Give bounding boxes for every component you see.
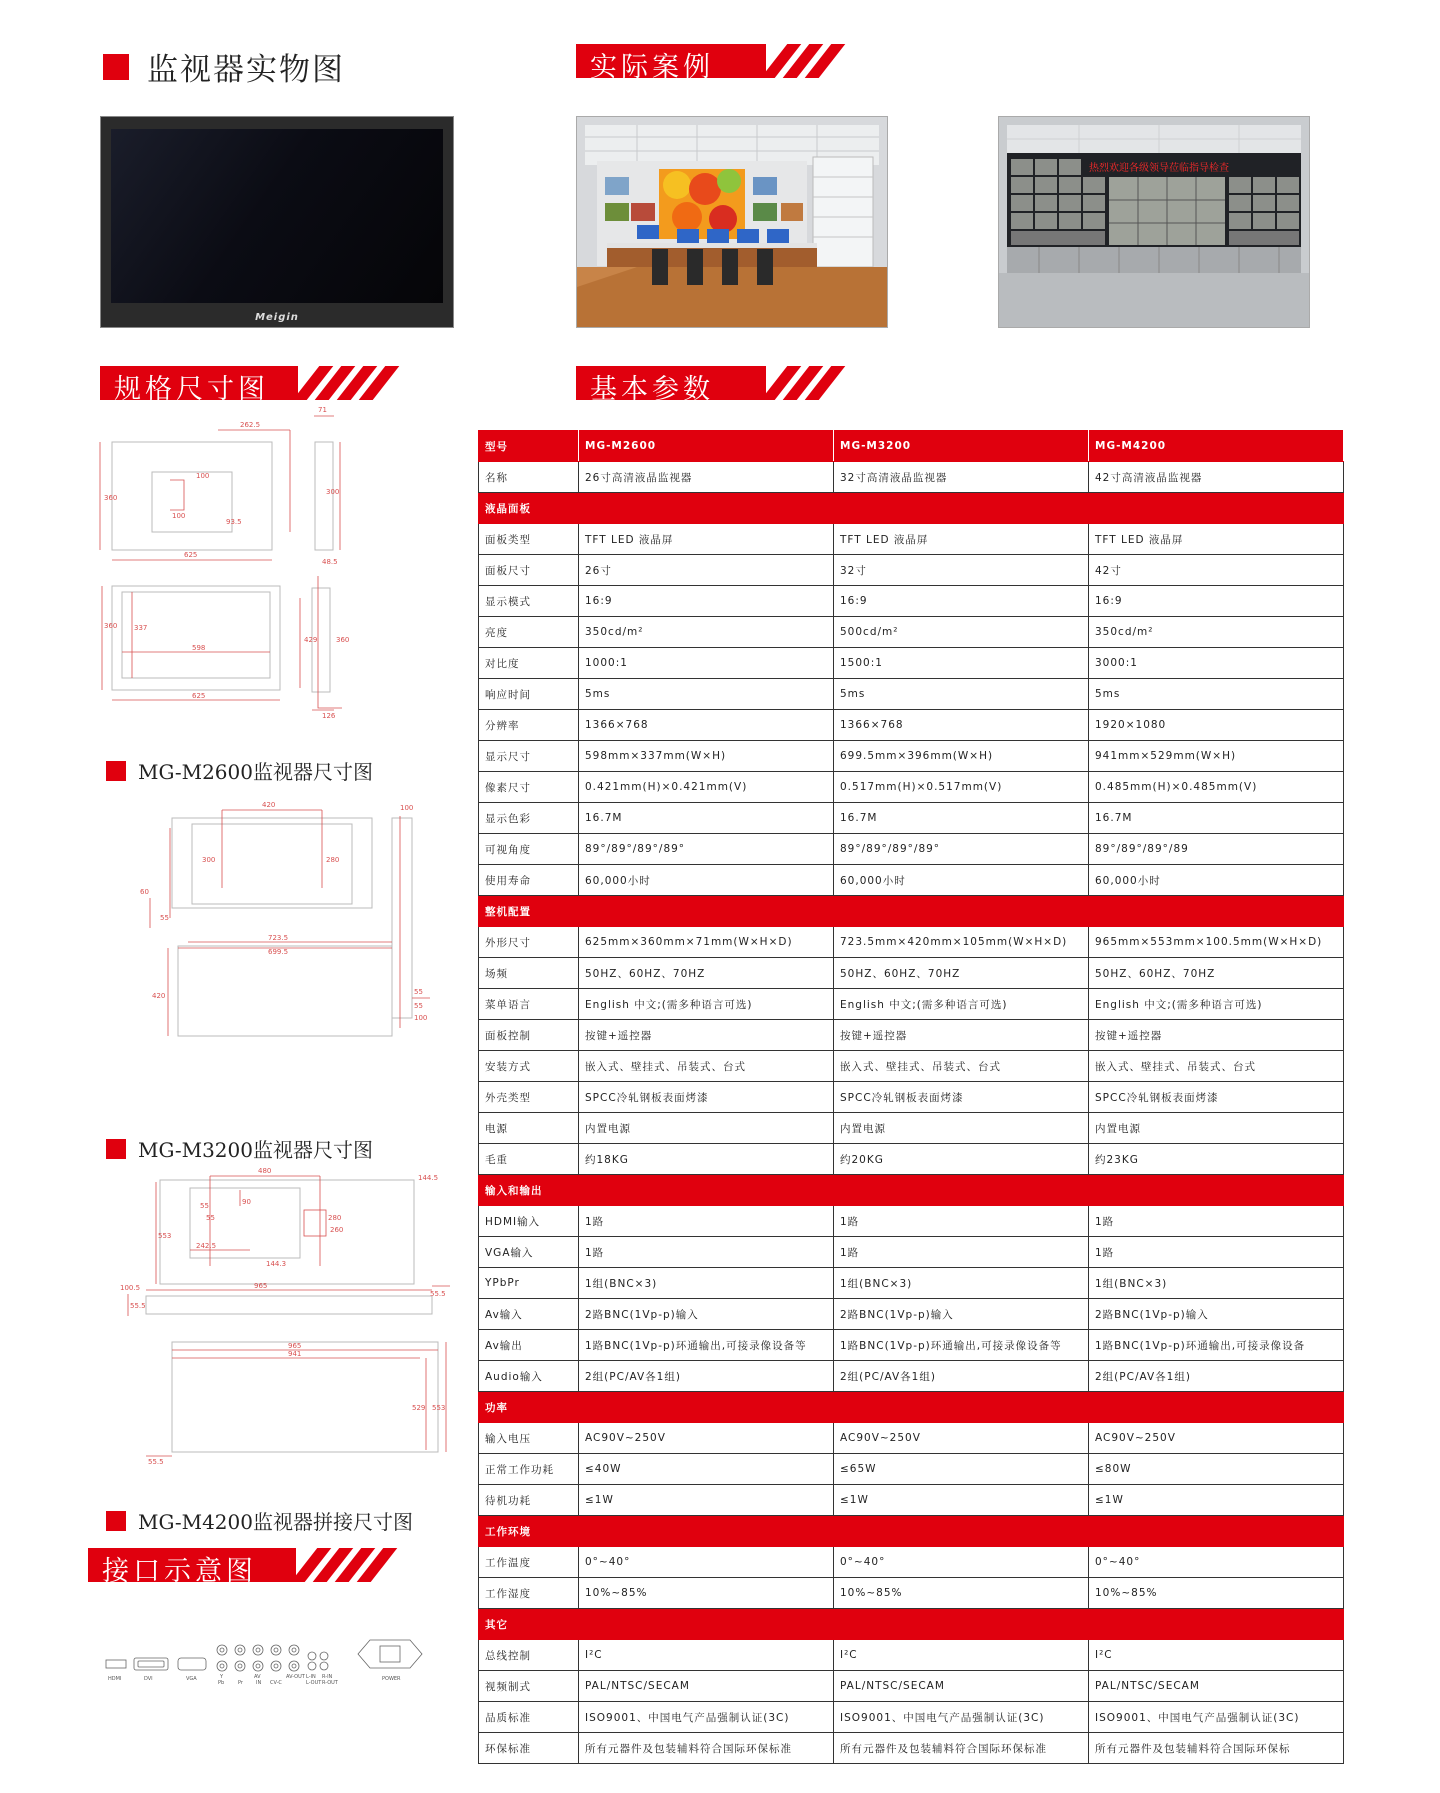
table-section-row	[479, 1392, 1344, 1423]
row-label-cell: 显示尺寸	[479, 741, 579, 772]
value-cell: 16:9	[834, 586, 1089, 617]
table-row	[479, 679, 1344, 710]
value-cell: PAL/NTSC/SECAM	[834, 1671, 1089, 1702]
value-cell: 1366×768	[579, 710, 834, 741]
value-cell: TFT LED 液晶屏	[1089, 524, 1344, 555]
table-row	[479, 772, 1344, 803]
value-cell: AC90V~250V	[579, 1423, 834, 1454]
dim-label: 71	[318, 406, 327, 414]
value-cell: 1路	[579, 1206, 834, 1237]
dim-label: 100.5	[120, 1284, 141, 1292]
table-row	[479, 617, 1344, 648]
dim-label: 280	[326, 856, 340, 864]
monitor-logo: Meigin	[255, 312, 299, 323]
table-section-row	[479, 1516, 1344, 1547]
value-cell: 42寸	[1089, 555, 1344, 586]
row-label-cell: 对比度	[479, 648, 579, 679]
table-row	[479, 1330, 1344, 1361]
value-cell: 所有元器件及包装辅料符合国际环保标	[1089, 1733, 1344, 1764]
port-label-vga: VGA	[186, 1676, 197, 1682]
m3200-subheading	[106, 1134, 373, 1163]
value-cell: 内置电源	[579, 1113, 834, 1144]
value-cell: 按键+遥控器	[834, 1020, 1089, 1051]
row-label-cell: YPbPr	[479, 1268, 579, 1299]
table-row	[479, 1361, 1344, 1392]
value-cell: ISO9001、中国电气产品强制认证(3C)	[1089, 1702, 1344, 1733]
value-cell: 0.421mm(H)×0.421mm(V)	[579, 772, 834, 803]
value-cell: ≤40W	[579, 1454, 834, 1485]
dim-label: 100	[414, 1014, 428, 1022]
dim-label: 360	[104, 622, 118, 630]
value-cell: 10%~85%	[1089, 1578, 1344, 1609]
value-cell: 约20KG	[834, 1144, 1089, 1175]
table-row	[479, 1020, 1344, 1051]
m3200-subheading-text: MG-M3200监视器尺寸图	[138, 1138, 373, 1162]
value-cell: 1路BNC(1Vp-p)环通输出,可接录像设备等	[834, 1330, 1089, 1361]
value-cell: 0°~40°	[834, 1547, 1089, 1578]
dim-label: 280	[328, 1214, 342, 1222]
value-cell: 50HZ、60HZ、70HZ	[1089, 958, 1344, 989]
m4200-subheading	[106, 1506, 413, 1535]
section-label: 液晶面板	[479, 493, 1344, 524]
value-cell: ISO9001、中国电气产品强制认证(3C)	[579, 1702, 834, 1733]
port-label: L-IN	[306, 1674, 316, 1680]
table-row	[479, 1144, 1344, 1175]
dimension-drawing-4	[120, 1166, 460, 1466]
value-cell: 50HZ、60HZ、70HZ	[579, 958, 834, 989]
value-cell: 0°~40°	[579, 1547, 834, 1578]
row-label-cell: 待机功耗	[479, 1485, 579, 1516]
port-label: Y	[220, 1674, 224, 1680]
value-cell: 500cd/m²	[834, 617, 1089, 648]
value-cell: 0°~40°	[1089, 1547, 1344, 1578]
value-cell: 60,000小时	[834, 865, 1089, 896]
row-label-cell: 毛重	[479, 1144, 579, 1175]
dim-label: 529	[412, 1404, 426, 1412]
table-row	[479, 1051, 1344, 1082]
dim-label: 55	[206, 1214, 215, 1222]
table-row	[479, 1578, 1344, 1609]
table-row	[479, 648, 1344, 679]
table-row	[479, 927, 1344, 958]
dim-label: 55	[414, 988, 423, 996]
value-cell: SPCC冷轧钢板表面烤漆	[1089, 1082, 1344, 1113]
dim-label: 941	[288, 1350, 302, 1358]
table-row	[479, 989, 1344, 1020]
value-cell: 941mm×529mm(W×H)	[1089, 741, 1344, 772]
table-row	[479, 710, 1344, 741]
dim-label: 126	[322, 712, 336, 720]
value-cell: 内置电源	[1089, 1113, 1344, 1144]
row-label-cell: 输入电压	[479, 1423, 579, 1454]
value-cell: 按键+遥控器	[1089, 1020, 1344, 1051]
value-cell: 2路BNC(1Vp-p)输入	[579, 1299, 834, 1330]
dimension-drawing-3	[130, 798, 450, 1038]
dim-label: 100	[400, 804, 414, 812]
value-cell: 5ms	[1089, 679, 1344, 710]
dim-label: 699.5	[268, 948, 289, 956]
row-label-cell: 名称	[479, 462, 579, 493]
value-cell: 89°/89°/89°/89°	[834, 834, 1089, 865]
value-cell: 1920×1080	[1089, 710, 1344, 741]
params-heading	[576, 366, 876, 405]
port-label: IN	[256, 1680, 262, 1686]
value-cell: 350cd/m²	[1089, 617, 1344, 648]
value-cell: I²C	[834, 1640, 1089, 1671]
row-label-cell: 面板尺寸	[479, 555, 579, 586]
value-cell: 嵌入式、壁挂式、吊装式、台式	[1089, 1051, 1344, 1082]
value-cell: TFT LED 液晶屏	[834, 524, 1089, 555]
table-header-cell: 型号	[479, 431, 579, 462]
row-label-cell: 电源	[479, 1113, 579, 1144]
table-row	[479, 1733, 1344, 1764]
row-label-cell: 品质标准	[479, 1702, 579, 1733]
table-row	[479, 958, 1344, 989]
value-cell: 5ms	[579, 679, 834, 710]
port-label: CV-C	[270, 1680, 282, 1686]
value-cell: 16.7M	[1089, 803, 1344, 834]
value-cell: 1路	[834, 1206, 1089, 1237]
value-cell: 26寸	[579, 555, 834, 586]
table-header-cell: MG-M4200	[1089, 431, 1344, 462]
section-label: 输入和输出	[479, 1175, 1344, 1206]
cases-heading	[576, 44, 856, 83]
table-section-row	[479, 1175, 1344, 1206]
table-row	[479, 1268, 1344, 1299]
value-cell: 2路BNC(1Vp-p)输入	[834, 1299, 1089, 1330]
value-cell: 内置电源	[834, 1113, 1089, 1144]
port-label: AV-OUT	[286, 1674, 305, 1680]
value-cell: 1路	[579, 1237, 834, 1268]
value-cell: I²C	[1089, 1640, 1344, 1671]
value-cell: 625mm×360mm×71mm(W×H×D)	[579, 927, 834, 958]
row-label-cell: 面板类型	[479, 524, 579, 555]
dim-label: 300	[202, 856, 216, 864]
table-row	[479, 1237, 1344, 1268]
table-row	[479, 1702, 1344, 1733]
row-label-cell: 面板控制	[479, 1020, 579, 1051]
interface-heading-text: 接口示意图	[102, 1556, 257, 1587]
value-cell: 所有元器件及包装辅料符合国际环保标准	[834, 1733, 1089, 1764]
value-cell: 3000:1	[1089, 648, 1344, 679]
dim-label: 965	[288, 1342, 302, 1350]
value-cell: PAL/NTSC/SECAM	[579, 1671, 834, 1702]
table-row	[479, 1423, 1344, 1454]
row-label-cell: 使用寿命	[479, 865, 579, 896]
dim-label: 60	[140, 888, 149, 896]
dim-label: 55	[414, 1002, 423, 1010]
row-label-cell: 分辨率	[479, 710, 579, 741]
value-cell: 89°/89°/89°/89	[1089, 834, 1344, 865]
table-header-cell: MG-M3200	[834, 431, 1089, 462]
value-cell: 1500:1	[834, 648, 1089, 679]
value-cell: 10%~85%	[834, 1578, 1089, 1609]
dim-label: 337	[134, 624, 148, 632]
table-row	[479, 834, 1344, 865]
port-label: AV	[254, 1674, 261, 1680]
row-label-cell: 总线控制	[479, 1640, 579, 1671]
row-label-cell: 工作湿度	[479, 1578, 579, 1609]
dim-label: 965	[254, 1282, 268, 1290]
value-cell: 5ms	[834, 679, 1089, 710]
table-row	[479, 1454, 1344, 1485]
cases-heading-text: 实际案例	[590, 52, 714, 83]
case-photo-video-wall	[998, 116, 1310, 328]
table-row	[479, 1640, 1344, 1671]
dim-label: 625	[192, 692, 206, 700]
dim-label: 55	[200, 1202, 209, 1210]
value-cell: SPCC冷轧钢板表面烤漆	[579, 1082, 834, 1113]
dim-label: 360	[104, 494, 118, 502]
dim-label: 553	[432, 1404, 446, 1412]
value-cell: English 中文;(需多种语言可选)	[1089, 989, 1344, 1020]
dim-label: 480	[258, 1167, 272, 1175]
port-label-dvi: DVI	[144, 1676, 153, 1682]
row-label-cell: Av输入	[479, 1299, 579, 1330]
port-label: L-OUT	[306, 1680, 322, 1686]
case-photo-control-room	[576, 116, 888, 328]
value-cell: 598mm×337mm(W×H)	[579, 741, 834, 772]
dim-label: 100	[196, 472, 210, 480]
value-cell: 60,000小时	[579, 865, 834, 896]
value-cell: ISO9001、中国电气产品强制认证(3C)	[834, 1702, 1089, 1733]
m4200-subheading-text: MG-M4200监视器拼接尺寸图	[138, 1510, 413, 1534]
value-cell: ≤1W	[579, 1485, 834, 1516]
value-cell: 965mm×553mm×100.5mm(W×H×D)	[1089, 927, 1344, 958]
value-cell: 60,000小时	[1089, 865, 1344, 896]
value-cell: 50HZ、60HZ、70HZ	[834, 958, 1089, 989]
port-label: Pb	[218, 1680, 225, 1686]
row-label-cell: 正常工作功耗	[479, 1454, 579, 1485]
dim-label: 144.3	[266, 1260, 287, 1268]
value-cell: 16.7M	[579, 803, 834, 834]
value-cell: 89°/89°/89°/89°	[579, 834, 834, 865]
value-cell: 16:9	[579, 586, 834, 617]
row-label-cell: 显示模式	[479, 586, 579, 617]
heading-square	[103, 54, 129, 80]
table-row	[479, 803, 1344, 834]
value-cell: 0.485mm(H)×0.485mm(V)	[1089, 772, 1344, 803]
value-cell: AC90V~250V	[834, 1423, 1089, 1454]
dim-label: 93.5	[226, 518, 242, 526]
value-cell: 26寸高清液晶监视器	[579, 462, 834, 493]
photo-heading-text: 监视器实物图	[147, 52, 345, 88]
row-label-cell: 显示色彩	[479, 803, 579, 834]
dim-label: 723.5	[268, 934, 289, 942]
dim-label: 598	[192, 644, 206, 652]
value-cell: 嵌入式、壁挂式、吊装式、台式	[579, 1051, 834, 1082]
value-cell: 约23KG	[1089, 1144, 1344, 1175]
row-label-cell: 安装方式	[479, 1051, 579, 1082]
port-label: R-OUT	[322, 1680, 338, 1686]
dim-label: 48.5	[322, 558, 338, 566]
dimensions-heading-text: 规格尺寸图	[114, 374, 269, 405]
value-cell: 10%~85%	[579, 1578, 834, 1609]
port-label: Pr	[238, 1680, 243, 1686]
dim-label: 55.5	[430, 1290, 446, 1298]
section-label: 整机配置	[479, 896, 1344, 927]
value-cell: 42寸高清液晶监视器	[1089, 462, 1344, 493]
value-cell: 32寸高清液晶监视器	[834, 462, 1089, 493]
value-cell: 1000:1	[579, 648, 834, 679]
value-cell: ≤1W	[1089, 1485, 1344, 1516]
value-cell: 按键+遥控器	[579, 1020, 834, 1051]
value-cell: ≤80W	[1089, 1454, 1344, 1485]
value-cell: 1路	[834, 1237, 1089, 1268]
row-label-cell: 环保标准	[479, 1733, 579, 1764]
dim-label: 55.5	[130, 1302, 146, 1310]
row-label-cell: 场频	[479, 958, 579, 989]
interface-diagram	[100, 1636, 450, 1696]
value-cell: ≤65W	[834, 1454, 1089, 1485]
row-label-cell: 视频制式	[479, 1671, 579, 1702]
table-row	[479, 555, 1344, 586]
row-label-cell: 菜单语言	[479, 989, 579, 1020]
dimension-drawing-1	[100, 406, 350, 572]
dim-label: 55	[160, 914, 169, 922]
value-cell: 723.5mm×420mm×105mm(W×H×D)	[834, 927, 1089, 958]
row-label-cell: 像素尺寸	[479, 772, 579, 803]
value-cell: 16:9	[1089, 586, 1344, 617]
table-section-row	[479, 1609, 1344, 1640]
m2600-subheading-text: MG-M2600监视器尺寸图	[138, 760, 373, 784]
value-cell: 2组(PC/AV各1组)	[579, 1361, 834, 1392]
dim-label: 420	[262, 801, 276, 809]
table-row	[479, 586, 1344, 617]
table-row	[479, 1299, 1344, 1330]
table-row	[479, 1485, 1344, 1516]
value-cell: 1路	[1089, 1206, 1344, 1237]
row-label-cell: 可视角度	[479, 834, 579, 865]
spec-table	[478, 430, 1344, 1764]
dimension-drawing-2	[100, 568, 350, 718]
dim-label: 55.5	[148, 1458, 164, 1466]
row-label-cell: 亮度	[479, 617, 579, 648]
value-cell: 1路BNC(1Vp-p)环通输出,可接录像设备等	[579, 1330, 834, 1361]
dim-label: 420	[152, 992, 166, 1000]
value-cell: 2组(PC/AV各1组)	[1089, 1361, 1344, 1392]
table-row	[479, 1671, 1344, 1702]
value-cell: 1组(BNC×3)	[834, 1268, 1089, 1299]
dim-label: 100	[172, 512, 186, 520]
value-cell: 2路BNC(1Vp-p)输入	[1089, 1299, 1344, 1330]
dim-label: 300	[326, 488, 340, 496]
value-cell: 16.7M	[834, 803, 1089, 834]
value-cell: 1组(BNC×3)	[1089, 1268, 1344, 1299]
value-cell: 32寸	[834, 555, 1089, 586]
case-banner-text: 热烈欢迎各级领导莅临指导检查	[1089, 163, 1229, 174]
value-cell: 约18KG	[579, 1144, 834, 1175]
table-row	[479, 1113, 1344, 1144]
table-section-row	[479, 896, 1344, 927]
dimensions-heading	[100, 366, 400, 405]
row-label-cell: Av输出	[479, 1330, 579, 1361]
interface-heading	[88, 1548, 398, 1587]
row-label-cell: 工作温度	[479, 1547, 579, 1578]
photo-heading	[103, 44, 345, 89]
table-section-row	[479, 493, 1344, 524]
table-row	[479, 741, 1344, 772]
value-cell: 1路	[1089, 1237, 1344, 1268]
table-row	[479, 1082, 1344, 1113]
section-label: 功率	[479, 1392, 1344, 1423]
dim-label: 262.5	[240, 421, 261, 429]
dim-label: 360	[336, 636, 350, 644]
value-cell: 2组(PC/AV各1组)	[834, 1361, 1089, 1392]
params-heading-text: 基本参数	[590, 374, 714, 405]
value-cell: 所有元器件及包装辅料符合国际环保标准	[579, 1733, 834, 1764]
table-header-cell: MG-M2600	[579, 431, 834, 462]
table-row	[479, 524, 1344, 555]
dim-label: 242.5	[196, 1242, 217, 1250]
value-cell: TFT LED 液晶屏	[579, 524, 834, 555]
table-row	[479, 1206, 1344, 1237]
section-label: 其它	[479, 1609, 1344, 1640]
port-label: R-IN	[322, 1674, 333, 1680]
value-cell: 1组(BNC×3)	[579, 1268, 834, 1299]
value-cell: 0.517mm(H)×0.517mm(V)	[834, 772, 1089, 803]
table-row	[479, 1547, 1344, 1578]
m2600-subheading	[106, 756, 373, 785]
value-cell: English 中文;(需多种语言可选)	[579, 989, 834, 1020]
row-label-cell: 外形尺寸	[479, 927, 579, 958]
section-label: 工作环境	[479, 1516, 1344, 1547]
value-cell: English 中文;(需多种语言可选)	[834, 989, 1089, 1020]
dim-label: 260	[330, 1226, 344, 1234]
monitor-photo	[100, 116, 454, 328]
dim-label: 553	[158, 1232, 172, 1240]
value-cell: PAL/NTSC/SECAM	[1089, 1671, 1344, 1702]
row-label-cell: HDMI输入	[479, 1206, 579, 1237]
value-cell: 699.5mm×396mm(W×H)	[834, 741, 1089, 772]
row-label-cell: VGA输入	[479, 1237, 579, 1268]
port-label-power: POWER	[382, 1676, 401, 1682]
dim-label: 625	[184, 551, 198, 559]
row-label-cell: 响应时间	[479, 679, 579, 710]
table-row	[479, 865, 1344, 896]
row-label-cell: Audio输入	[479, 1361, 579, 1392]
value-cell: 1366×768	[834, 710, 1089, 741]
value-cell: SPCC冷轧钢板表面烤漆	[834, 1082, 1089, 1113]
row-label-cell: 外壳类型	[479, 1082, 579, 1113]
value-cell: 350cd/m²	[579, 617, 834, 648]
value-cell: ≤1W	[834, 1485, 1089, 1516]
table-header-row	[479, 431, 1344, 462]
value-cell: 1路BNC(1Vp-p)环通输出,可接录像设备	[1089, 1330, 1344, 1361]
dim-label: 429	[304, 636, 318, 644]
dim-label: 90	[242, 1198, 251, 1206]
value-cell: I²C	[579, 1640, 834, 1671]
port-label-hdmi: HDMI	[108, 1676, 122, 1682]
value-cell: 嵌入式、壁挂式、吊装式、台式	[834, 1051, 1089, 1082]
dim-label: 144.5	[418, 1174, 439, 1182]
table-row	[479, 462, 1344, 493]
value-cell: AC90V~250V	[1089, 1423, 1344, 1454]
